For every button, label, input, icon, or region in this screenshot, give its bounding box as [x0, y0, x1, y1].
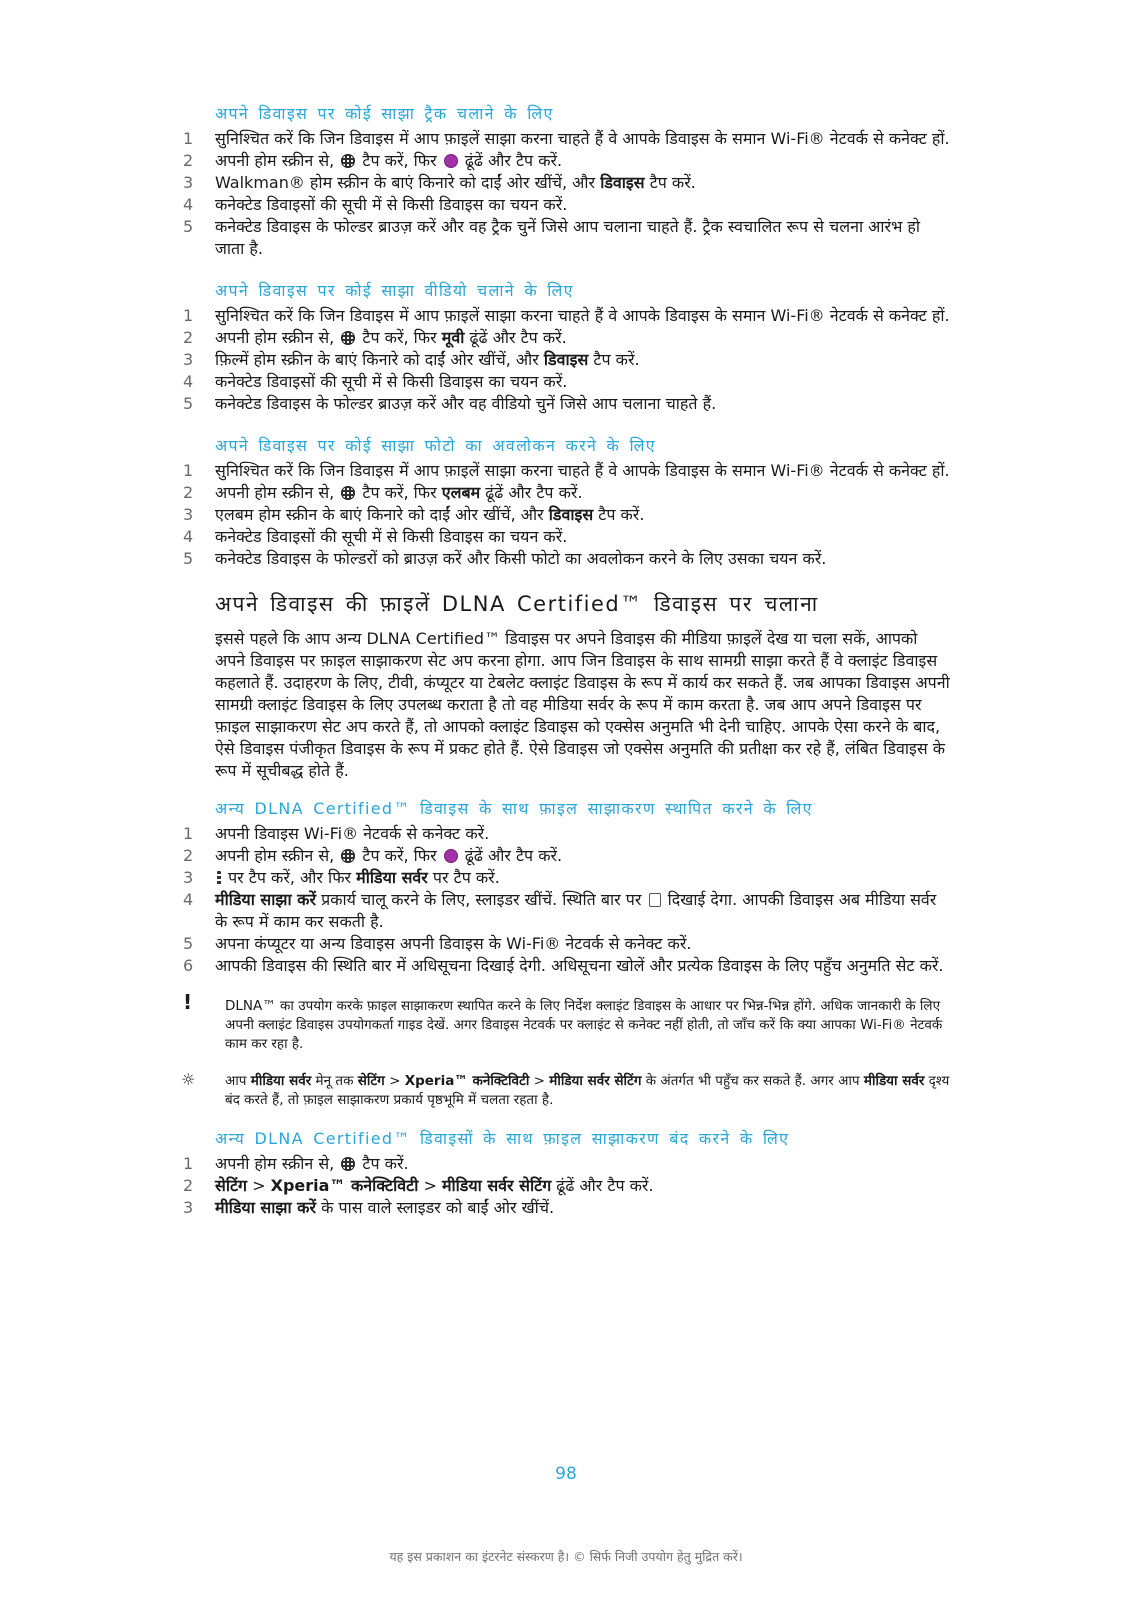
step-text: टैप करें.: [357, 1154, 409, 1173]
step-item: [181, 526, 951, 548]
step-text: कनेक्टेड डिवाइस के फोल्डरों को ब्राउज़ करें और किसी फोटो का अवलोकन करने के लिए उसका चयन करें.: [215, 549, 827, 568]
step-body: [215, 460, 951, 482]
step-body: [215, 1175, 951, 1197]
step-text: मेनू तक: [311, 1073, 358, 1089]
step-text: कनेक्टेड डिवाइसों की सूची में से किसी डिवाइस का चयन करें.: [215, 527, 568, 546]
step-body: [215, 327, 951, 349]
step-text: >: [384, 1073, 405, 1089]
step-text: कनेक्टेड डिवाइसों की सूची में से किसी डिवाइस का चयन करें.: [215, 195, 568, 214]
share-section: [181, 798, 951, 977]
step-text: अपनी होम स्क्रीन से,: [215, 846, 340, 865]
warning-text: DLNA™ का उपयोग करके फ़ाइल साझाकरण स्थापित करने के लिए निर्देश क्लाइंट डिवाइस के आधार पर भिन्न-भिन्न होंगे. अधिक जानकारी के लिए अपनी क्लाइंट डिवाइस उपयोगकर्ता गाइड देखें. अगर डिवाइस नेटवर्क पर क्लाइंट से कनेक्ट नहीं होती, तो जाँच करें कि क्या आपका Wi-Fi® नेटवर्क काम कर रहा है.: [225, 998, 943, 1052]
stop-section: [181, 1128, 951, 1219]
step-text: ढूंढें और टैप करें.: [480, 483, 583, 502]
step-item: [181, 371, 951, 393]
ui-term: मीडिया साझा करें: [215, 1198, 317, 1217]
step-body: [215, 150, 951, 172]
step-item: [181, 845, 951, 867]
ui-term: सेटिंग: [215, 1176, 248, 1195]
apps-icon: [341, 486, 355, 500]
step-number: 4: [183, 890, 194, 909]
procedure-heading: अपने डिवाइस पर कोई साझा फोटो का अवलोकन करने के लिए: [215, 436, 656, 455]
step-text: के पास वाले स्लाइडर को बाईं ओर खींचें.: [316, 1198, 555, 1217]
procedure-heading: अन्य DLNA Certified™ डिवाइस के साथ फ़ाइल साझाकरण स्थापित करने के लिए: [215, 799, 813, 818]
tip-text: [225, 1072, 951, 1110]
step-number: 2: [183, 328, 194, 347]
apps-icon: [341, 331, 355, 345]
step-item: [181, 482, 951, 504]
step-text: टैप करें, फिर: [357, 328, 442, 347]
step-number: 4: [183, 527, 194, 546]
step-number: 1: [183, 824, 194, 843]
step-body: [215, 504, 951, 526]
step-text: >: [418, 1176, 442, 1195]
step-text: टैप करें.: [593, 505, 645, 524]
step-body: [215, 823, 951, 845]
ui-term: मीडिया सर्वर सेटिंग: [441, 1176, 552, 1195]
step-text: आप: [225, 1073, 251, 1089]
step-text: कनेक्टेड डिवाइस के फोल्डर ब्राउज़ करें और वह वीडियो चुनें जिसे आप चलाना चाहते हैं.: [215, 394, 717, 413]
step-item: [181, 867, 951, 889]
step-body: [215, 867, 951, 889]
step-text: ढूंढें और टैप करें.: [551, 1176, 654, 1195]
step-body: [215, 128, 951, 150]
step-text: टैप करें, फिर: [357, 483, 442, 502]
step-body: [215, 955, 951, 977]
step-body: [215, 482, 951, 504]
step-text: सुनिश्चित करें कि जिन डिवाइस में आप फ़ाइलें साझा करना चाहते हैं वे आपके डिवाइस के समान Wi-Fi® नेटवर्क से कनेक्ट हों.: [215, 306, 950, 325]
warning-note: [181, 990, 951, 1054]
step-number: 2: [183, 1176, 194, 1195]
step-body: [215, 933, 951, 955]
step-number: 5: [183, 549, 194, 568]
step-body: [215, 1197, 951, 1219]
ui-term: डिवाइस: [548, 505, 594, 524]
step-body: [215, 194, 951, 216]
step-body: [215, 305, 951, 327]
page-number: 98: [555, 1464, 577, 1484]
step-text: ढूंढें और टैप करें.: [464, 328, 567, 347]
step-number: 3: [183, 1198, 194, 1217]
procedure-heading: अपने डिवाइस पर कोई साझा ट्रैक चलाने के लिए: [215, 104, 554, 123]
step-text: एलबम होम स्क्रीन के बाएं किनारे को दाईं ओर खींचें, और: [215, 505, 549, 524]
step-number: 2: [183, 846, 194, 865]
ui-term: मीडिया सर्वर: [356, 868, 428, 887]
step-body: [215, 349, 951, 371]
ui-term: मीडिया सर्वर सेटिंग: [549, 1073, 642, 1089]
step-text: टैप करें.: [588, 350, 640, 369]
step-text: ढूंढें और टैप करें.: [459, 846, 563, 865]
step-text: टैप करें, फिर: [357, 846, 442, 865]
step-item: [181, 194, 951, 216]
step-item: [181, 460, 951, 482]
step-item: [181, 1153, 951, 1175]
ui-term: एलबम: [441, 483, 481, 502]
page-content: [181, 103, 951, 1239]
step-text: दृश्य बंद करते हैं, तो फ़ाइल साझाकरण प्रकार्य पृष्ठभूमि में चलता रहता है.: [225, 1073, 950, 1108]
step-number: 4: [183, 195, 194, 214]
ui-term: मीडिया सर्वर: [863, 1073, 925, 1089]
step-number: 1: [183, 1154, 194, 1173]
step-text: Walkman® होम स्क्रीन के बाएं किनारे को दाईं ओर खींचें, और: [215, 173, 601, 192]
step-number: 1: [183, 129, 194, 148]
step-text: आपकी डिवाइस की स्थिति बार में अधिसूचना दिखाई देगी. अधिसूचना खोलें और प्रत्येक डिवाइस के लिए पहुँच अनुमति सेट करें.: [215, 956, 944, 975]
step-body: [215, 216, 951, 260]
step-text: कनेक्टेड डिवाइस के फोल्डर ब्राउज़ करें और वह ट्रैक चुनें जिसे आप चलाना चाहते हैं. ट्रैक स्वचालित रूप से चलना आरंभ हो जाता है.: [215, 217, 921, 258]
step-text: प्रकार्य चालू करने के लिए, स्लाइडर खींचें. स्थिति बार पर: [316, 890, 647, 909]
apps-icon: [341, 849, 355, 863]
step-list: [181, 823, 951, 977]
procedure-heading: अन्य DLNA Certified™ डिवाइसों के साथ फ़ाइल साझाकरण बंद करने के लिए: [215, 1129, 790, 1148]
step-item: [181, 150, 951, 172]
step-item: [181, 172, 951, 194]
step-item: [181, 327, 951, 349]
step-text: पर टैप करें, और फिर: [223, 868, 357, 887]
step-body: [215, 371, 951, 393]
step-number: 5: [183, 217, 194, 236]
apps-icon: [341, 154, 355, 168]
step-text: >: [247, 1176, 271, 1195]
step-item: [181, 305, 951, 327]
step-item: [181, 933, 951, 955]
step-number: 3: [183, 350, 194, 369]
step-body: [215, 172, 951, 194]
step-text: सुनिश्चित करें कि जिन डिवाइस में आप फ़ाइलें साझा करना चाहते हैं वे आपके डिवाइस के समान Wi-Fi® नेटवर्क से कनेक्ट हों.: [215, 129, 950, 148]
ui-term: डिवाइस: [543, 350, 589, 369]
page-footer: यह इस प्रकाशन का इंटरनेट संस्करण है। © सिर्फ निजी उपयोग हेतु मुद्रित करें।: [389, 1549, 743, 1564]
step-item: [181, 823, 951, 845]
apps-icon: [341, 1157, 355, 1171]
step-number: 6: [183, 956, 194, 975]
walkman-icon: [444, 154, 458, 168]
step-number: 1: [183, 306, 194, 325]
step-body: [215, 1153, 951, 1175]
lightbulb-icon: ☼: [181, 1070, 196, 1089]
step-text: अपनी होम स्क्रीन से,: [215, 1154, 340, 1173]
procedure-sections: [181, 103, 951, 570]
step-list: [181, 460, 951, 570]
step-text: अपना कंप्यूटर या अन्य डिवाइस अपनी डिवाइस के Wi-Fi® नेटवर्क से कनेक्ट करें.: [215, 934, 692, 953]
ui-term: सेटिंग: [357, 1073, 385, 1089]
step-text: के अंतर्गत भी पहुँच कर सकते हैं. अगर आप: [641, 1073, 864, 1089]
ui-term: Xperia™ कनेक्टिविटी: [270, 1176, 419, 1195]
procedure-heading: अपने डिवाइस पर कोई साझा वीडियो चलाने के लिए: [215, 281, 574, 300]
step-number: 2: [183, 151, 194, 170]
step-text: पर टैप करें.: [427, 868, 500, 887]
step-text: टैप करें, फिर: [357, 151, 442, 170]
step-text: सुनिश्चित करें कि जिन डिवाइस में आप फ़ाइलें साझा करना चाहते हैं वे आपके डिवाइस के समान Wi-Fi® नेटवर्क से कनेक्ट हों.: [215, 461, 950, 480]
step-list: [181, 305, 951, 415]
step-item: [181, 1197, 951, 1219]
step-text: अपनी डिवाइस Wi-Fi® नेटवर्क से कनेक्ट करें.: [215, 824, 490, 843]
step-number: 3: [183, 868, 194, 887]
exclamation-icon: !: [183, 990, 193, 1014]
step-item: [181, 504, 951, 526]
step-number: 4: [183, 372, 194, 391]
step-number: 3: [183, 173, 194, 192]
step-item: [181, 216, 951, 260]
walkman-icon: [444, 849, 458, 863]
step-text: अपनी होम स्क्रीन से,: [215, 151, 340, 170]
step-text: ढूंढें और टैप करें.: [459, 151, 563, 170]
ui-term: मूवी: [441, 328, 465, 347]
step-item: [181, 1175, 951, 1197]
tip-note: [181, 1072, 951, 1110]
step-item: [181, 889, 951, 933]
step-text: टैप करें.: [644, 173, 696, 192]
ui-term: डिवाइस: [600, 173, 645, 192]
step-number: 5: [183, 394, 194, 413]
step-item: [181, 128, 951, 150]
device-icon: [649, 893, 661, 907]
step-item: [181, 349, 951, 371]
step-number: 1: [183, 461, 194, 480]
ui-term: मीडिया साझा करें: [215, 890, 317, 909]
step-text: >: [529, 1073, 550, 1089]
step-number: 5: [183, 934, 194, 953]
step-body: [215, 393, 951, 415]
step-text: अपनी होम स्क्रीन से,: [215, 328, 340, 347]
step-body: [215, 548, 951, 570]
step-text: अपनी होम स्क्रीन से,: [215, 483, 340, 502]
main-heading: अपने डिवाइस की फ़ाइलें DLNA Certified™ डिवाइस पर चलाना: [215, 592, 819, 616]
menu-icon: [217, 871, 221, 885]
step-text: फ़िल्में होम स्क्रीन के बाएं किनारे को दाईं ओर खींचें, और: [215, 350, 544, 369]
step-item: [181, 393, 951, 415]
step-list: [181, 1153, 951, 1219]
step-body: [215, 526, 951, 548]
intro-paragraph: इससे पहले कि आप अन्य DLNA Certified™ डिवाइस पर अपने डिवाइस की मीडिया फ़ाइलें देख या चला सकें, आपको अपने डिवाइस पर फ़ाइल साझाकरण सेट अप करना होगा. आप जिन डिवाइस के साथ सामग्री साझा करते हैं वे क्लाइंट डिवाइस कहलाते हैं. उदाहरण के लिए, टीवी, कंप्यूटर या टेबलेट क्लाइंट डिवाइस के रूप में कार्य कर सकते हैं. जब आपका डिवाइस अपनी सामग्री क्लाइंट डिवाइस के लिए उपलब्ध कराता है तो वह मीडिया सर्वर के रूप में काम करता है. जब आप अपने डिवाइस पर फ़ाइल साझाकरण सेट अप करते हैं, तो आपको क्लाइंट डिवाइस को एक्सेस अनुमति भी देनी चाहिए. आपके ऐसा करने के बाद, ऐसे डिवाइस पंजीकृत डिवाइस के रूप में प्रकट होते हैं. ऐसे डिवाइस जो एक्सेस अनुमति की प्रतीक्षा कर रहे हैं, लंबित डिवाइस के रूप में सूचीबद्ध होते हैं.: [215, 629, 950, 780]
step-body: [215, 889, 951, 933]
step-item: [181, 548, 951, 570]
step-body: [215, 845, 951, 867]
ui-term: Xperia™ कनेक्टिविटी: [404, 1073, 530, 1089]
step-number: 2: [183, 483, 194, 502]
step-number: 3: [183, 505, 194, 524]
step-text: कनेक्टेड डिवाइसों की सूची में से किसी डिवाइस का चयन करें.: [215, 372, 568, 391]
ui-term: मीडिया सर्वर: [250, 1073, 312, 1089]
step-item: [181, 955, 951, 977]
step-list: [181, 128, 951, 260]
step-text: दिखाई देगा. आपकी डिवाइस अब मीडिया सर्वर के रूप में काम कर सकती है.: [215, 890, 937, 931]
